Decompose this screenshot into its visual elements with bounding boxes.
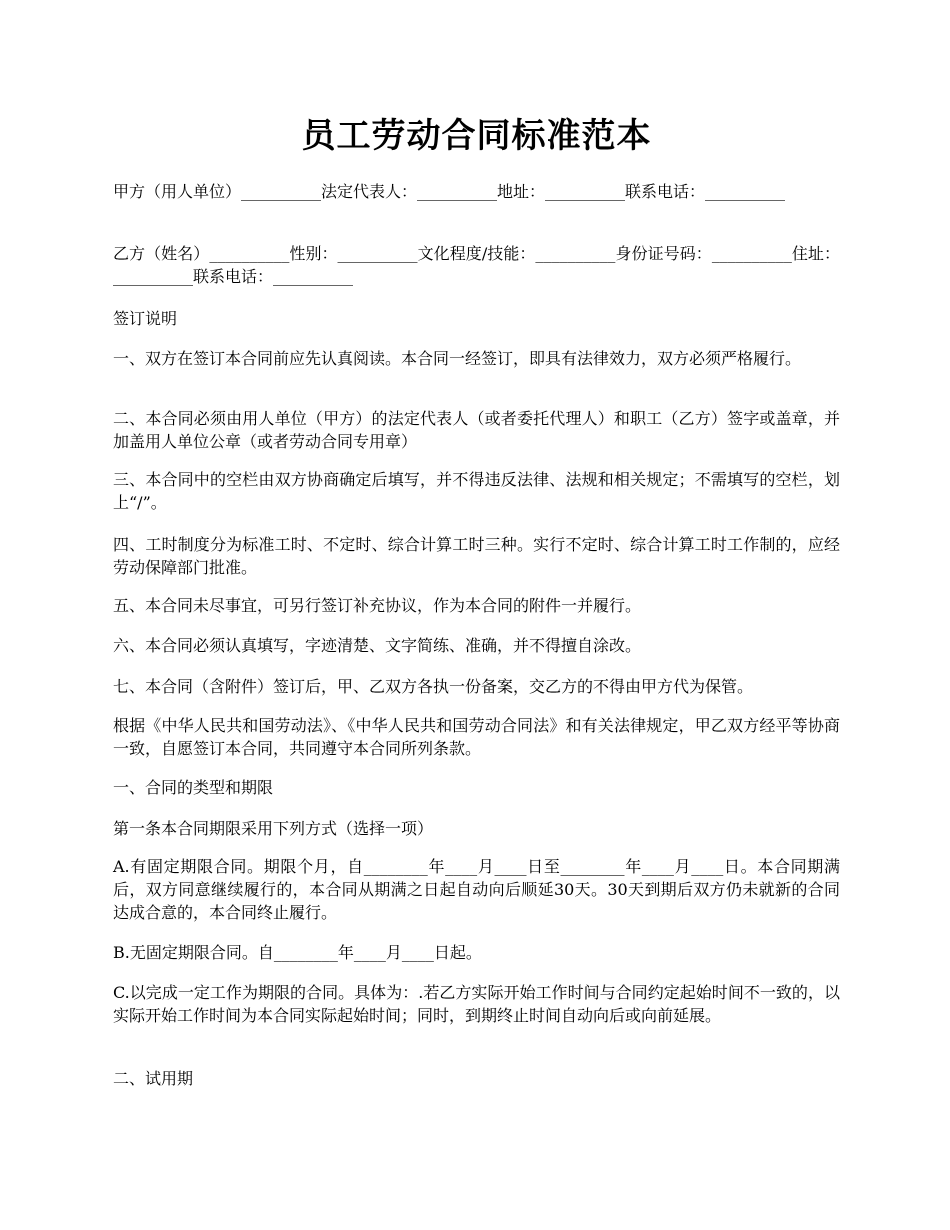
option-a-fixed-term: A.有固定期限合同。期限个月，自________年____月____日至________年____月____日。本合同期满后，双方同意继续履行的，本合同从期满之日起自动向后顺延30天。30天到期后双方仍未就新的合同达成合意的，本合同终止履行。 [113, 857, 840, 922]
preamble-paragraph: 根据《中华人民共和国劳动法》、《中华人民共和国劳动合同法》和有关法律规定，甲乙双方经平等协商一致，自愿签订本合同，共同遵守本合同所列条款。 [113, 716, 840, 758]
note-item-7: 七、本合同（含附件）签订后，甲、乙双方各执一份备案，交乙方的不得由甲方代为保管。 [113, 677, 754, 696]
note-item-1: 一、双方在签订本合同前应先认真阅读。本合同一经签订，即具有法律效力，双方必须严格履行。 [113, 349, 802, 368]
document-title: 员工劳动合同标准范本 [301, 116, 652, 156]
note-item-4: 四、工时制度分为标准工时、不定时、综合计算工时三种。实行不定时、综合计算工时工作制的，应经劳动保障部门批准。 [113, 535, 840, 577]
party-a-info: 甲方（用人单位）__________法定代表人：__________地址：__________联系电话：__________ [113, 182, 786, 201]
section-heading-probation: 二、试用期 [113, 1069, 194, 1088]
note-item-6: 六、本合同必须认真填写，字迹清楚、文字简练、准确，并不得擅自涂改。 [113, 636, 642, 655]
article-1-heading: 第一条本合同期限采用下列方式（选择一项） [113, 819, 434, 838]
section-heading-signing-notes: 签订说明 [113, 309, 178, 328]
note-item-5: 五、本合同未尽事宜，可另行签订补充协议，作为本合同的附件一并履行。 [113, 596, 642, 615]
note-item-2: 二、本合同必须由用人单位（甲方）的法定代表人（或者委托代理人）和职工（乙方）签字或盖章，并加盖用人单位公章（或者劳动合同专用章） [113, 409, 840, 451]
option-c-task-based: C.以完成一定工作为期限的合同。具体为：.若乙方实际开始工作时间与合同约定起始时间不一致的，以实际开始工作时间为本合同实际起始时间；同时，到期终止时间自动向后或向前延展。 [113, 983, 840, 1025]
note-item-3: 三、本合同中的空栏由双方协商确定后填写，并不得违反法律、法规和相关规定；不需填写的空栏，划上“/”。 [113, 470, 840, 512]
option-b-open-ended: B.无固定期限合同。自________年____月____日起。 [113, 943, 482, 962]
party-b-info: 乙方（姓名）__________性别：__________文化程度/技能：__________身份证号码：__________住址：__________联系电话：__________ [113, 244, 840, 286]
section-heading-contract-type: 一、合同的类型和期限 [113, 778, 274, 797]
